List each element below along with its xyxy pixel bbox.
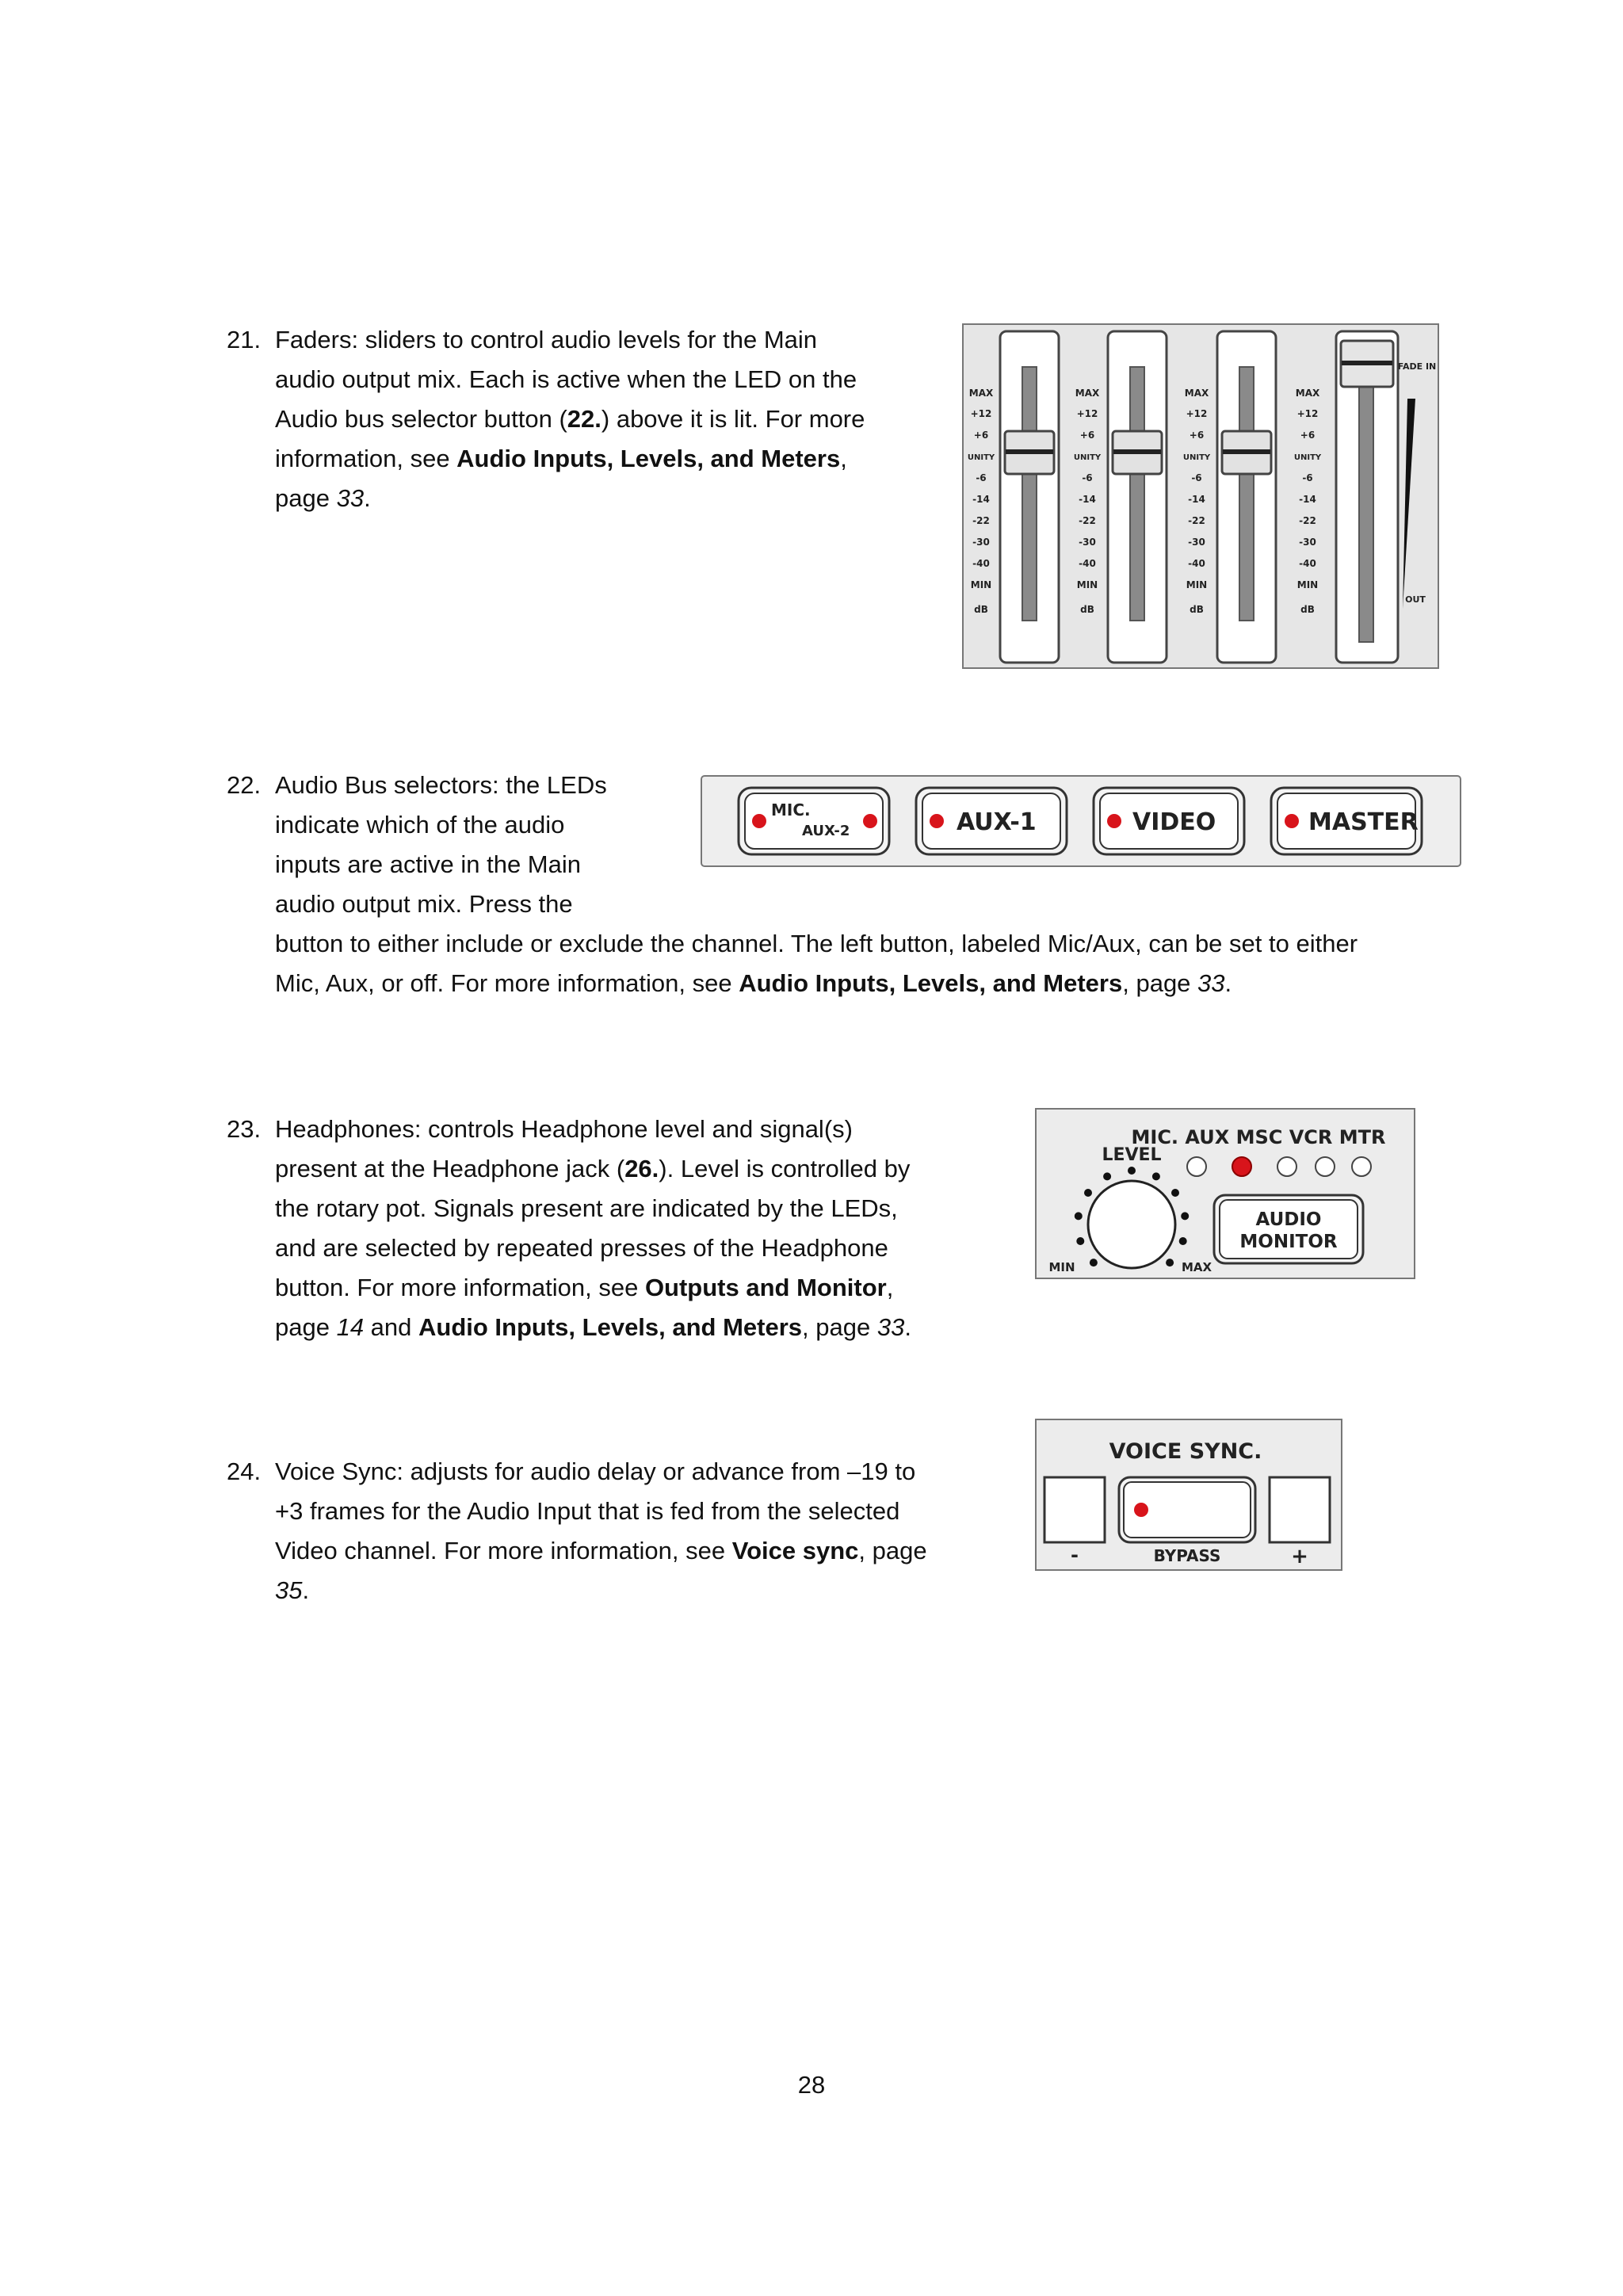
fader-scale-label: dB [974,604,988,615]
source-led [1352,1157,1371,1176]
item-number: 22. [227,771,262,799]
text-line: Video channel. For more information, see Voice sync, page [275,1537,927,1564]
item-text [275,1452,927,1610]
channel-fader-1[interactable] [1000,331,1059,663]
text-line: and are selected by repeated presses of the Headphone [275,1234,888,1262]
text-line: 35. [275,1576,310,1604]
video-label: VIDEO [1132,808,1216,836]
page-ref: 35 [275,1576,303,1604]
source-led [1187,1157,1206,1176]
item-number: 21. [227,326,262,353]
ref-bold: 22. [567,405,601,433]
fader-scale-label: -22 [1079,515,1096,526]
mic-aux2-button[interactable] [739,788,889,854]
text-line: audio output mix. Each is active when the LED on the [275,365,857,393]
fade-in-label: FADE IN [1397,361,1437,372]
xref-link[interactable]: Voice sync [731,1537,859,1564]
text-line: Voice Sync: adjusts for audio delay or advance from –19 to [275,1457,916,1485]
text-line: Audio Bus selectors: the LEDs [275,771,607,799]
xref-link[interactable]: Audio Inputs, Levels, and Meters [739,969,1123,997]
minus-label: - [1071,1544,1079,1566]
level-dot [1084,1189,1092,1197]
aux1-button[interactable] [916,788,1067,854]
page-ref: 33 [1197,969,1225,997]
sources-label: MIC. AUX MSC VCR MTR [1131,1126,1386,1148]
page-ref: 14 [336,1313,365,1341]
fader-scale-label: UNITY [1293,453,1322,462]
fader-scale-label: +12 [1076,408,1098,419]
text-line: Audio bus selector button (22.) above it is lit. For more [275,405,865,433]
level-dot [1179,1237,1187,1245]
level-knob[interactable] [1088,1181,1175,1268]
item-number: 23. [227,1115,262,1143]
text-line: Headphones: controls Headphone level and signal(s) [275,1115,853,1143]
text-line: information, see Audio Inputs, Levels, and Meters, [275,445,847,472]
source-led [1277,1157,1296,1176]
fader-scale-label: -22 [1299,515,1316,526]
fader-scale-label: UNITY [1182,453,1211,462]
fader-scale-label: -30 [972,537,990,548]
level-dot [1076,1237,1084,1245]
fader-scale-label: -6 [1302,472,1313,483]
bypass-button[interactable] [1119,1477,1255,1542]
fader-scale-label: MAX [1295,388,1320,399]
text-line: the rotary pot. Signals present are indicated by the LEDs, [275,1194,898,1222]
page-ref: 33 [876,1313,905,1341]
fader-scale-label: MAX [1184,388,1209,399]
audio-monitor-button[interactable] [1214,1195,1363,1263]
headphones-illustration [1035,1108,1415,1279]
level-dot [1171,1189,1179,1197]
fader-scale-label: -22 [1188,515,1205,526]
fader-scale-label: -6 [976,472,987,483]
fader-scale-label: -6 [1082,472,1093,483]
fader-scale-label: -22 [972,515,990,526]
fader-scale-label: -40 [1188,558,1205,569]
fader-scale-label: MAX [1075,388,1100,399]
page-ref: 33 [336,484,365,512]
fader-scale-label: MIN [1296,579,1319,590]
bypass-label: BYPASS [1153,1546,1221,1565]
faders-figure [962,323,1439,669]
fader-scale-label: -14 [1079,494,1096,505]
level-dot [1090,1259,1098,1266]
master-led [1285,814,1299,828]
min-label: MIN [1048,1260,1075,1274]
fader-scale-label: +6 [1189,430,1205,441]
text-line: indicate which of the audio [275,811,565,839]
level-dot [1181,1212,1189,1220]
max-label: MAX [1181,1260,1212,1274]
headphones-figure [1035,1108,1415,1279]
level-dot [1152,1172,1160,1180]
fader-scale-label: -14 [1299,494,1316,505]
text-line: button to either include or exclude the channel. The left button, labeled Mic/Aux, can be set to either [275,930,1358,957]
fader-scale-label: -30 [1188,537,1205,548]
level-dot [1128,1167,1136,1175]
text-line: Mic, Aux, or off. For more information, see Audio Inputs, Levels, and Meters, page 33. [275,969,1232,997]
voice-sync-title: VOICE SYNC. [1109,1439,1262,1464]
fader-scale-label: -6 [1191,472,1202,483]
fader-scale-label: -40 [1299,558,1316,569]
voice-sync-figure [1035,1419,1342,1571]
aux2-led [863,814,877,828]
channel-fader-3[interactable] [1217,331,1276,663]
xref-link[interactable]: Outputs and Monitor [644,1274,887,1301]
monitor-label: MONITOR [1239,1232,1338,1252]
aux1-label: AUX-1 [957,808,1037,836]
plus-label: + [1291,1545,1308,1568]
bypass-led [1134,1503,1148,1517]
fader-scale-label: MIN [1076,579,1098,590]
text-line: inputs are active in the Main [275,850,581,878]
fader-scale-label: -40 [1079,558,1096,569]
aux2-label: AUX-2 [802,823,850,839]
fader-scale-label: +6 [1300,430,1316,441]
item-number: 24. [227,1457,262,1485]
item-text [275,1110,911,1347]
minus-button[interactable] [1044,1477,1105,1542]
ref-bold: 26. [624,1155,659,1182]
text-line: button. For more information, see Outputs and Monitor, [275,1274,894,1301]
faders-illustration [962,323,1439,669]
level-dot [1103,1172,1111,1180]
text-line: +3 frames for the Audio Input that is fed from the selected [275,1497,900,1525]
bus-selectors-figure [701,775,1461,867]
fader-scale-label: +12 [1296,408,1319,419]
fader-scale-label: +6 [973,430,989,441]
text-line: present at the Headphone jack (26.). Level is controlled by [275,1155,911,1182]
fader-scale-label: -40 [972,558,990,569]
aux1-led [930,814,944,828]
level-dot [1075,1212,1083,1220]
fade-out-label: OUT [1405,594,1426,605]
source-led [1232,1157,1251,1176]
fader-scale-label: UNITY [1073,453,1102,462]
fader-scale-label: -30 [1299,537,1316,548]
text-line: audio output mix. Press the [275,890,573,918]
fader-scale-label: MAX [968,388,994,399]
fader-scale-label: dB [1300,604,1315,615]
level-label: LEVEL [1102,1145,1162,1165]
fader-scale-label: +12 [1186,408,1208,419]
fader-scale-label: -14 [1188,494,1205,505]
master-button[interactable] [1271,788,1422,854]
item-text [275,320,865,518]
plus-button[interactable] [1270,1477,1330,1542]
text-line: Faders: sliders to control audio levels for the Main [275,326,818,353]
fader-scale-label: +12 [970,408,992,419]
fader-scale-label: MIN [970,579,992,590]
fader-scale-label: +6 [1079,430,1095,441]
voice-sync-illustration [1035,1419,1342,1571]
fader-scale-label: MIN [1186,579,1208,590]
master-label: MASTER [1308,808,1419,836]
mic-led [752,814,766,828]
source-led [1316,1157,1335,1176]
level-dot [1166,1259,1174,1266]
fader-scale-label: -14 [972,494,990,505]
video-led [1107,814,1121,828]
text-line: page 14 and Audio Inputs, Levels, and Meters, page 33. [275,1313,911,1341]
xref-link[interactable]: Audio Inputs, Levels, and Meters [456,445,841,472]
fader-scale-label: dB [1080,604,1094,615]
mic-label: MIC. [771,800,811,819]
fader-scale-label: -30 [1079,537,1096,548]
fader-scale-label: dB [1190,604,1204,615]
channel-fader-2[interactable] [1108,331,1167,663]
fader-scale-label: UNITY [967,453,995,462]
audio-label: AUDIO [1255,1209,1322,1230]
video-button[interactable] [1094,788,1244,854]
bus-selectors-illustration [701,775,1461,867]
text-line: page 33. [275,484,371,512]
xref-link[interactable]: Audio Inputs, Levels, and Meters [418,1313,803,1341]
page-number: 28 [797,2071,826,2099]
